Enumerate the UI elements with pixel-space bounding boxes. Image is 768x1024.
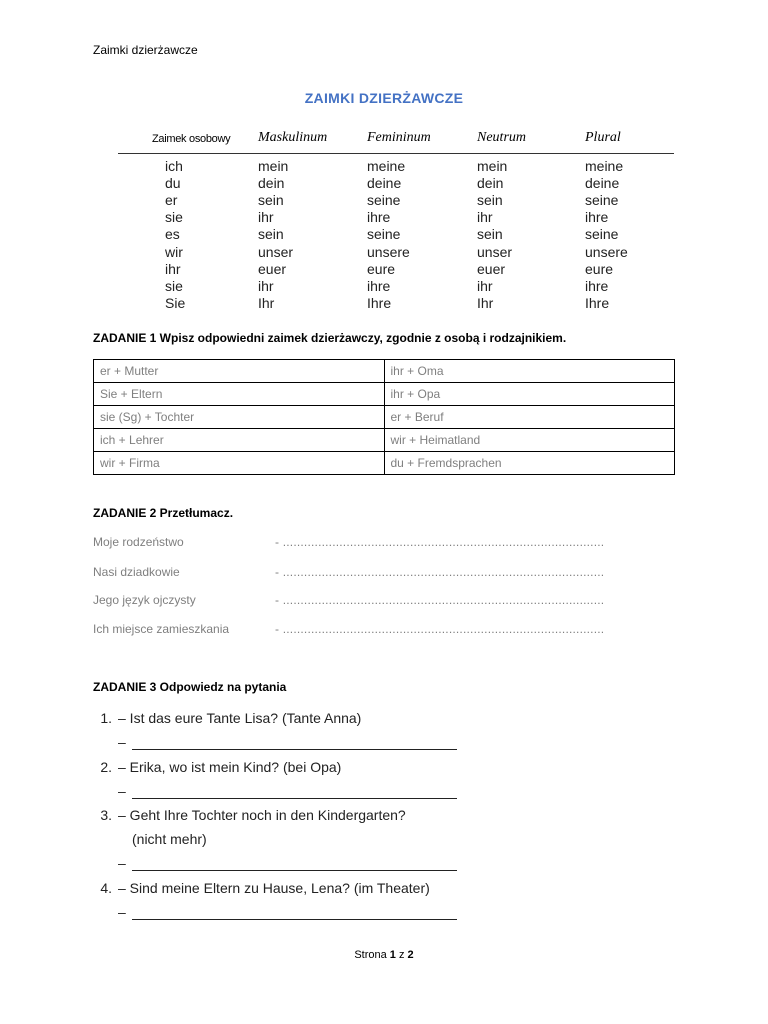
- possessive-pronoun: ihre: [585, 209, 609, 226]
- possessive-pronoun: mein: [258, 158, 289, 174]
- answer-line[interactable]: [132, 798, 457, 799]
- possessive-pronoun: Ihr: [477, 294, 494, 311]
- table-row: [94, 360, 675, 383]
- task1-heading: [93, 331, 566, 345]
- table-cell[interactable]: du + Fremdsprachen: [384, 452, 675, 475]
- possessive-pronoun: meine: [367, 158, 406, 174]
- col-header-feminine: Femininum: [367, 130, 431, 145]
- personal-pronoun: Sie: [165, 294, 186, 311]
- possessive-pronoun: unsere: [585, 243, 628, 260]
- task2-phrase: Moje rodzeństwo: [93, 535, 184, 549]
- task2-phrase: Ich miejsce zamieszkania: [93, 622, 230, 636]
- task3-label: ZADANIE 3: [93, 680, 157, 694]
- task2-phrase: Nasi dziadkowie: [93, 565, 180, 579]
- col-header-personal: Zaimek osobowy: [152, 133, 231, 145]
- header-rule: [118, 153, 674, 154]
- possessive-pronoun: mein: [477, 158, 508, 174]
- personal-pronoun: er: [165, 192, 178, 209]
- possessive-pronoun: meine: [585, 158, 624, 174]
- table-cell[interactable]: ich + Lehrer: [94, 429, 385, 452]
- possessive-pronoun: Ihr: [258, 294, 275, 311]
- table-row: [94, 383, 675, 406]
- answer-line[interactable]: [132, 870, 457, 871]
- table-cell[interactable]: er + Mutter: [94, 360, 385, 383]
- question-text: – Sind meine Eltern zu Hause, Lena? (im Theater): [118, 880, 430, 896]
- footer-mid: z: [395, 949, 408, 961]
- task1-table: [93, 359, 675, 475]
- task2-label: ZADANIE 2: [93, 506, 157, 520]
- possessive-pronoun: Ihre: [585, 294, 610, 311]
- task3-questions: [96, 704, 476, 926]
- possessive-pronoun: euer: [477, 260, 506, 277]
- answer-line[interactable]: [132, 919, 457, 920]
- answer-dash: –: [118, 734, 126, 750]
- question-number: 2.: [100, 759, 112, 775]
- possessive-pronoun: seine: [585, 226, 619, 243]
- personal-pronoun: sie: [165, 209, 183, 226]
- question-hint: (nicht mehr): [132, 831, 207, 847]
- answer-dash: –: [118, 783, 126, 799]
- personal-pronoun: du: [165, 175, 181, 192]
- task2-answer-line[interactable]: - ...........................................................................................: [275, 622, 605, 636]
- possessive-pronoun: deine: [367, 175, 402, 192]
- personal-pronoun: ihr: [165, 260, 181, 277]
- task2-answer-line[interactable]: - ...........................................................................................: [275, 565, 605, 579]
- table-cell[interactable]: ihr + Oma: [384, 360, 675, 383]
- task2-heading: [93, 506, 233, 520]
- page-title: ZAIMKI DZIERŻAWCZE: [304, 90, 464, 106]
- col-header-plural: Plural: [585, 130, 621, 145]
- possessive-pronoun: sein: [477, 226, 503, 243]
- possessive-pronoun: dein: [477, 175, 504, 192]
- personal-pronoun: sie: [165, 277, 183, 294]
- table-row: [94, 429, 675, 452]
- table-cell[interactable]: er + Beruf: [384, 406, 675, 429]
- personal-pronoun: es: [165, 226, 180, 243]
- possessive-pronoun: ihr: [258, 209, 274, 226]
- possessive-pronoun: sein: [258, 226, 284, 243]
- possessive-pronoun: ihr: [477, 209, 493, 226]
- task2-phrase: Jego język ojczysty: [93, 593, 196, 607]
- question-text: – Erika, wo ist mein Kind? (bei Opa): [118, 759, 342, 775]
- task2-answer-line[interactable]: - ...........................................................................................: [275, 593, 605, 607]
- task3-heading: [93, 680, 286, 694]
- possessive-pronoun: seine: [367, 226, 401, 243]
- possessive-pronoun: seine: [367, 192, 401, 209]
- table-cell[interactable]: wir + Heimatland: [384, 429, 675, 452]
- answer-dash: –: [118, 855, 126, 871]
- col-header-masculine: Maskulinum: [258, 130, 328, 145]
- possessive-pronoun: euer: [258, 260, 287, 277]
- task2-answer-line[interactable]: - ...........................................................................................: [275, 535, 605, 549]
- possessive-pronoun: eure: [585, 260, 614, 277]
- task1-text: Wpisz odpowiedni zaimek dzierżawczy, zgodnie z osobą i rodzajnikiem.: [156, 331, 567, 345]
- table-cell[interactable]: sie (Sg) + Tochter: [94, 406, 385, 429]
- col-header-neuter: Neutrum: [477, 130, 526, 145]
- table-cell[interactable]: Sie + Eltern: [94, 383, 385, 406]
- answer-dash: –: [118, 904, 126, 920]
- possessive-pronoun: ihre: [585, 277, 609, 294]
- footer-prefix: Strona: [354, 949, 390, 961]
- question-number: 1.: [100, 710, 112, 726]
- possessive-pronoun: ihre: [367, 209, 391, 226]
- question-number: 4.: [100, 880, 112, 896]
- page-header: Zaimki dzierżawcze: [93, 43, 198, 57]
- table-cell[interactable]: ihr + Opa: [384, 383, 675, 406]
- question-number: 3.: [100, 807, 112, 823]
- table-row: [94, 406, 675, 429]
- possessive-pronoun: dein: [258, 175, 285, 192]
- possessive-pronoun: sein: [258, 192, 284, 209]
- question-text: – Geht Ihre Tochter noch in den Kindergarten?: [118, 807, 406, 823]
- possessive-pronoun: Ihre: [367, 294, 392, 311]
- footer-page-total: 2: [407, 949, 414, 961]
- possessive-pronoun: unser: [477, 243, 513, 260]
- page-footer: [0, 949, 768, 961]
- possessive-pronoun: sein: [477, 192, 503, 209]
- possessive-pronoun: ihr: [258, 277, 274, 294]
- possessive-pronoun: unsere: [367, 243, 410, 260]
- question-text: – Ist das eure Tante Lisa? (Tante Anna): [118, 710, 362, 726]
- possessive-pronoun: deine: [585, 175, 620, 192]
- possessive-pronoun: unser: [258, 243, 294, 260]
- personal-pronoun: wir: [165, 243, 183, 260]
- table-cell[interactable]: wir + Firma: [94, 452, 385, 475]
- personal-pronoun: ich: [165, 158, 183, 174]
- possessive-pronoun: ihr: [477, 277, 493, 294]
- possessive-pronoun: ihre: [367, 277, 391, 294]
- footer-page-number: 1: [389, 949, 396, 961]
- table-row: [94, 452, 675, 475]
- possessive-pronoun: seine: [585, 192, 619, 209]
- pronoun-table: [118, 122, 674, 318]
- possessive-pronoun: eure: [367, 260, 396, 277]
- task1-label: ZADANIE 1: [93, 331, 157, 345]
- task3-text: Odpowiedz na pytania: [156, 680, 287, 694]
- task2-text: Przetłumacz.: [156, 506, 234, 520]
- answer-line[interactable]: [132, 749, 457, 750]
